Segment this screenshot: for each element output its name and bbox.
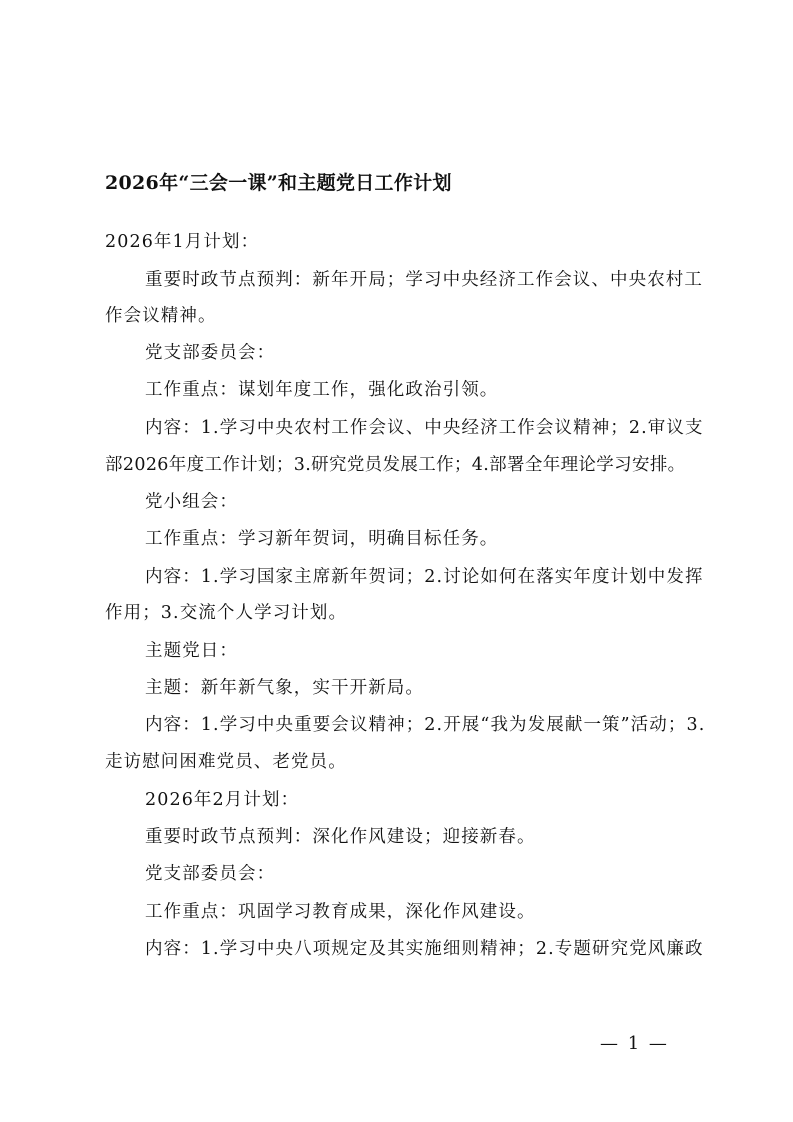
paragraph-line: 重要时政节点预判：深化作风建设；迎接新春。	[145, 827, 536, 847]
paragraph-line: 重要时政节点预判：新年开局；学习中央经济工作会议、中央农村工	[145, 270, 703, 290]
paragraph-line: 内容：1.学习中央重要会议精神；2.开展“我为发展献一策”活动；3.	[145, 715, 706, 735]
section-heading-party-day: 主题党日：	[145, 641, 238, 661]
paragraph-line: 作会议精神。	[105, 306, 217, 326]
paragraph-line: 工作重点：学习新年贺词，明确目标任务。	[145, 529, 499, 549]
paragraph-line: 走访慰问困难党员、老党员。	[105, 752, 347, 772]
section-heading-committee: 党支部委员会：	[145, 864, 276, 884]
month-heading-february: 2026年2月计划：	[145, 790, 300, 810]
paragraph-line: 内容：1.学习中央八项规定及其实施细则精神；2.专题研究党风廉政	[145, 939, 704, 959]
month-heading-january: 2026年1月计划：	[105, 232, 260, 252]
paragraph-line: 部2026年度工作计划；3.研究党员发展工作；4.部署全年理论学习安排。	[105, 455, 686, 475]
paragraph-line: 工作重点：巩固学习教育成果，深化作风建设。	[145, 902, 536, 922]
paragraph-line: 作用；3.交流个人学习计划。	[105, 603, 348, 623]
document-title: 2026年“三会一课”和主题党日工作计划	[105, 172, 452, 194]
page-number: — 1 —	[600, 1033, 669, 1054]
paragraph-line: 主题：新年新气象，实干开新局。	[145, 678, 424, 698]
paragraph-line: 工作重点：谋划年度工作，强化政治引领。	[145, 380, 499, 400]
section-heading-group: 党小组会：	[145, 492, 238, 512]
section-heading-committee: 党支部委员会：	[145, 343, 276, 363]
paragraph-line: 内容：1.学习国家主席新年贺词；2.讨论如何在落实年度计划中发挥	[145, 567, 704, 587]
paragraph-line: 内容：1.学习中央农村工作会议、中央经济工作会议精神；2.审议支	[145, 418, 704, 438]
